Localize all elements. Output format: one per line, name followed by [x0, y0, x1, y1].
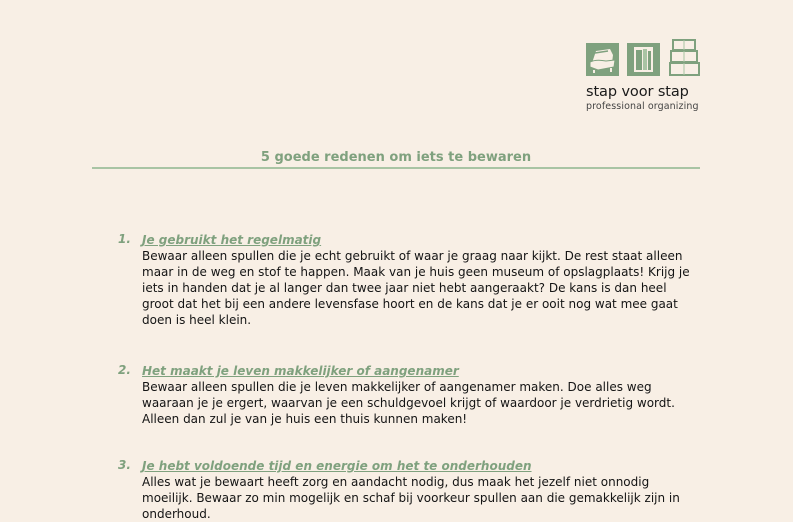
reason-item [118, 458, 698, 522]
company-logo [586, 38, 702, 112]
bookshelf-icon [627, 43, 660, 76]
reason-number: 1. [118, 232, 131, 246]
reason-heading: Het maakt je leven makkelijker of aangenamer [142, 364, 459, 378]
reason-item [118, 232, 698, 328]
reason-body: Alles wat je bewaart heeft zorg en aandacht nodig, dus maak het jezelf niet onnodig moeilijk. Bewaar zo min mogelijk en schaf bij voorkeur spullen aan die gemakkelijk zijn in onderhoud. [142, 475, 680, 521]
reason-number: 3. [118, 458, 131, 472]
reason-item [118, 363, 698, 427]
document-title: 5 goede redenen om iets te bewaren [260, 150, 532, 165]
logo-icons [586, 38, 702, 76]
title-divider [92, 167, 700, 169]
reason-heading: Je hebt voldoende tijd en energie om het te onderhouden [142, 459, 532, 473]
box-stack-icon [668, 38, 701, 76]
reason-body: Bewaar alleen spullen die je leven makkelijker of aangenamer maken. Doe alles weg waaraan je je ergert, waarvan je een schuldgevoel krijgt of waardoor je verdrietig wordt. Alleen dan zul je van je huis een thuis kunnen maken! [142, 380, 675, 426]
brand-tagline: professional organizing [586, 101, 699, 112]
armchair-icon [586, 43, 619, 76]
reason-body: Bewaar alleen spullen die je echt gebruikt of waar je graag naar kijkt. De rest staat alleen maar in de weg en stof te happen. Maak van je huis geen museum of opslagplaats! Krijg je iets in handen dat je al langer dan twee jaar niet hebt aangeraakt? De kans is dan heel groot dat het bij een andere levensfase hoort en de kans dat je er ooit nog wat mee gaat doen is heel klein. [142, 249, 690, 327]
reason-heading: Je gebruikt het regelmatig [142, 233, 322, 247]
reason-number: 2. [118, 363, 131, 377]
brand-name: stap voor stap [586, 84, 689, 100]
